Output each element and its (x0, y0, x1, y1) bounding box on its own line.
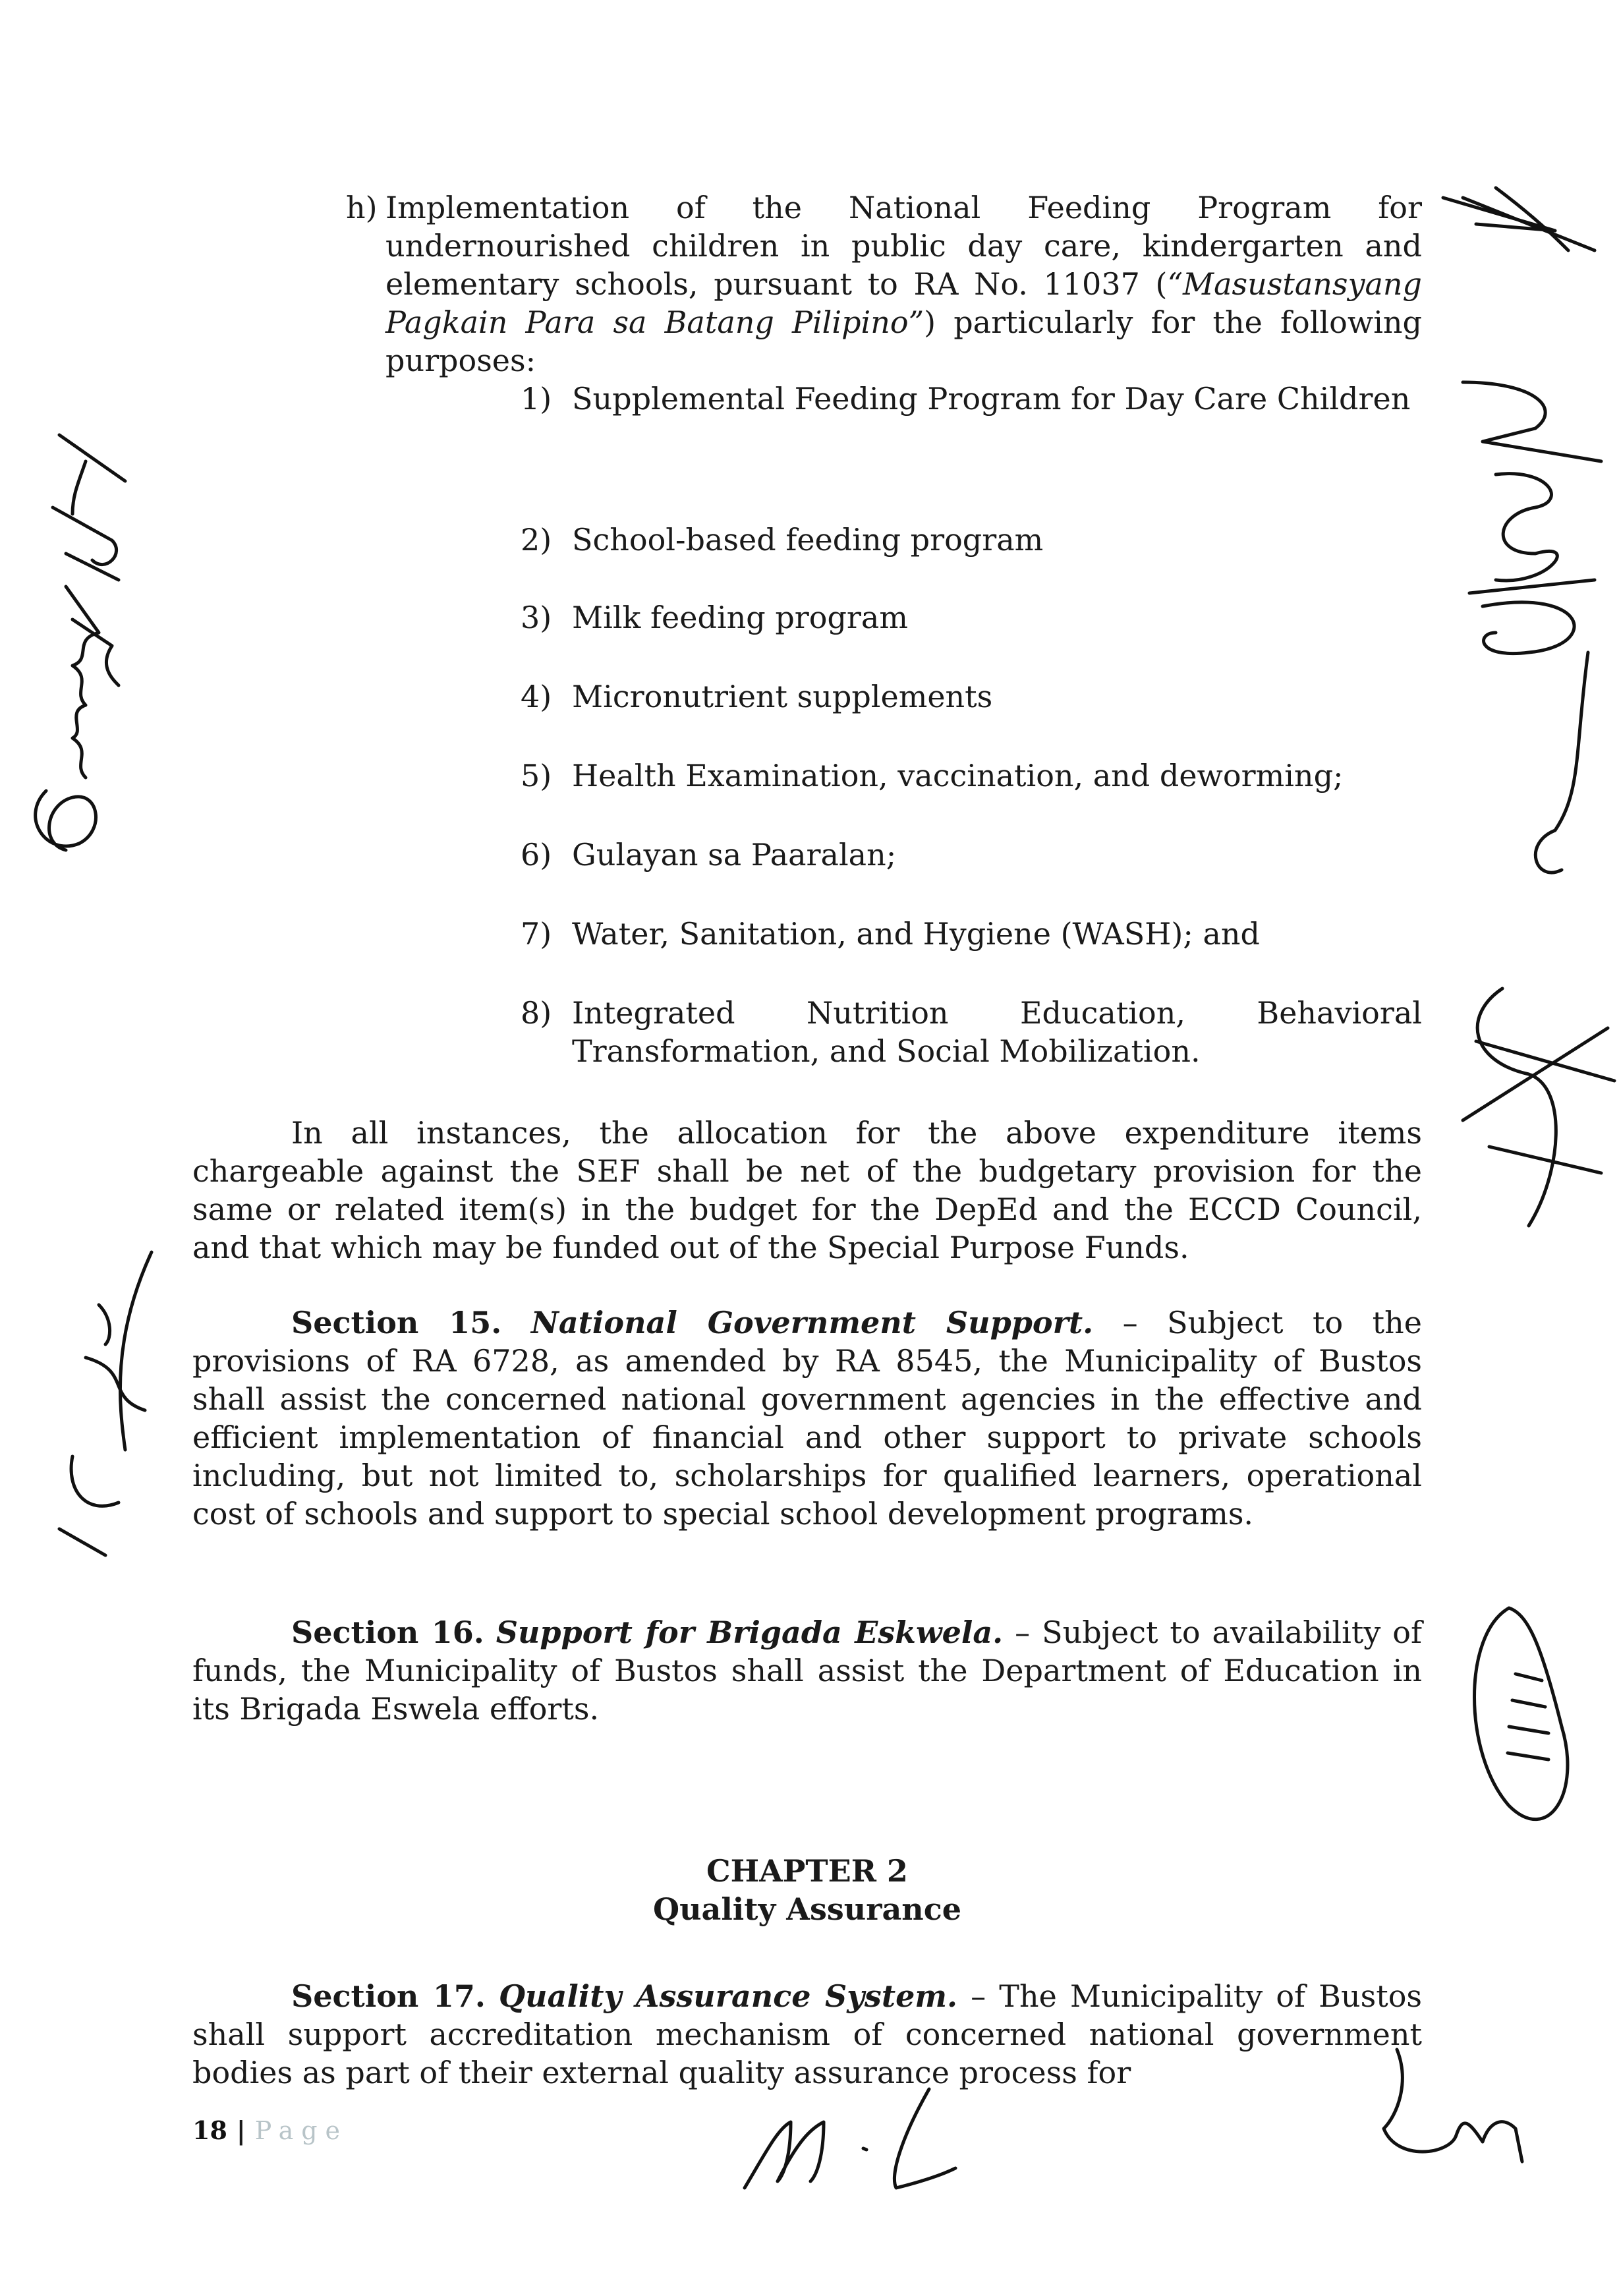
list-item-number: 1) (521, 381, 552, 416)
signature-left-3 (46, 1239, 204, 1582)
signature-right-2 (1456, 369, 1614, 896)
section-15-text (192, 1304, 1422, 1533)
list-item (521, 757, 1422, 795)
list-item (521, 677, 1422, 716)
section-17 (192, 1977, 1422, 2092)
section-17-text (192, 1977, 1422, 2092)
page-number: 18 (192, 2115, 227, 2145)
section-15 (192, 1304, 1422, 1533)
section-16 (192, 1613, 1422, 1728)
section-body: – Subject to the provisions of RA 6728, as amended by RA 8545, the Municipality of Bustos shall assist the concerned national government agencies in the effective and efficient implementation of financial and other support to private schools including, but not limited to, scholarships for qualified learners, operational cost of schools and support to special school development programs. (192, 1305, 1423, 1532)
list-item-text: Micronutrient supplements (572, 679, 993, 714)
list-item-number: 5) (521, 758, 552, 793)
section-title: National Government Support. (530, 1305, 1094, 1340)
list-item-text: Integrated Nutrition Education, Behavioral Transformation, and Social Mobilization. (572, 995, 1422, 1069)
signature-left-2 (20, 580, 119, 857)
section-number: Section 17. (291, 1978, 486, 2014)
signature-right-3 (1450, 975, 1619, 1252)
list-item-text: Milk feeding program (572, 600, 908, 635)
signature-bottom (738, 2082, 962, 2214)
list-item (521, 994, 1422, 1070)
item-h-intro: Implementation of the National Feeding Program for undernourished children in public day care, kindergarten and elementary schools, pursuant to RA No. 11037 ( (385, 190, 1422, 302)
list-item-number: 4) (521, 679, 552, 714)
item-h-label: h) (346, 190, 378, 225)
list-item (521, 915, 1422, 953)
chapter-subheading: Quality Assurance (653, 1891, 961, 1927)
page-footer (192, 2115, 348, 2145)
list-item-number: 3) (521, 600, 552, 635)
chapter-heading: CHAPTER 2 (706, 1853, 908, 1889)
item-h-outro: ) particularly for the following purposes: (385, 304, 1422, 378)
allocation-paragraph (192, 1114, 1422, 1267)
page-word: Page (254, 2116, 349, 2145)
list-item-number: 6) (521, 837, 552, 873)
list-item (521, 380, 1422, 418)
list-item-text: Gulayan sa Paaralan; (572, 837, 897, 873)
section-number: Section 15. (291, 1305, 502, 1340)
list-item (521, 521, 1422, 559)
section-title: Support for Brigada Eskwela. (496, 1615, 1004, 1650)
list-item-text: Supplemental Feeding Program for Day Care Children (572, 381, 1411, 416)
list-item-number: 2) (521, 522, 552, 558)
list-item-number: 7) (521, 916, 552, 952)
list-item (521, 598, 1422, 637)
item-h (346, 188, 1422, 380)
signature-bottom-right (1371, 2043, 1568, 2175)
item-h-text (385, 188, 1422, 380)
list-item-number: 8) (521, 995, 552, 1031)
law-title: “Masustansyang Pagkain Para sa Batang Pilipino” (385, 266, 1422, 340)
list-item-text: Health Examination, vaccination, and deworming; (572, 758, 1344, 793)
signature-right-4 (1456, 1595, 1588, 1898)
footer-separator: | (236, 2115, 246, 2145)
section-body: – The Municipality of Bustos shall support accreditation mechanism of concerned national government bodies as part of their external quality assurance process for (192, 1978, 1423, 2090)
list-item (521, 836, 1422, 874)
allocation-text: In all instances, the allocation for the above expenditure items chargeable against the SEF shall be net of the budgetary provision for the same or related item(s) in the budget for the DepEd and the ECCD Council, and that which may be funded out of the Special Purpose Funds. (192, 1115, 1422, 1265)
section-title: Quality Assurance System. (499, 1978, 958, 2014)
list-item-text: Water, Sanitation, and Hygiene (WASH); and (572, 916, 1260, 952)
section-body: – Subject to availability of funds, the Municipality of Bustos shall assist the Department of Education in its Brigada Eswela efforts. (192, 1615, 1422, 1727)
list-item-text: School-based feeding program (572, 522, 1044, 558)
section-16-text (192, 1613, 1422, 1728)
section-number: Section 16. (291, 1615, 484, 1650)
